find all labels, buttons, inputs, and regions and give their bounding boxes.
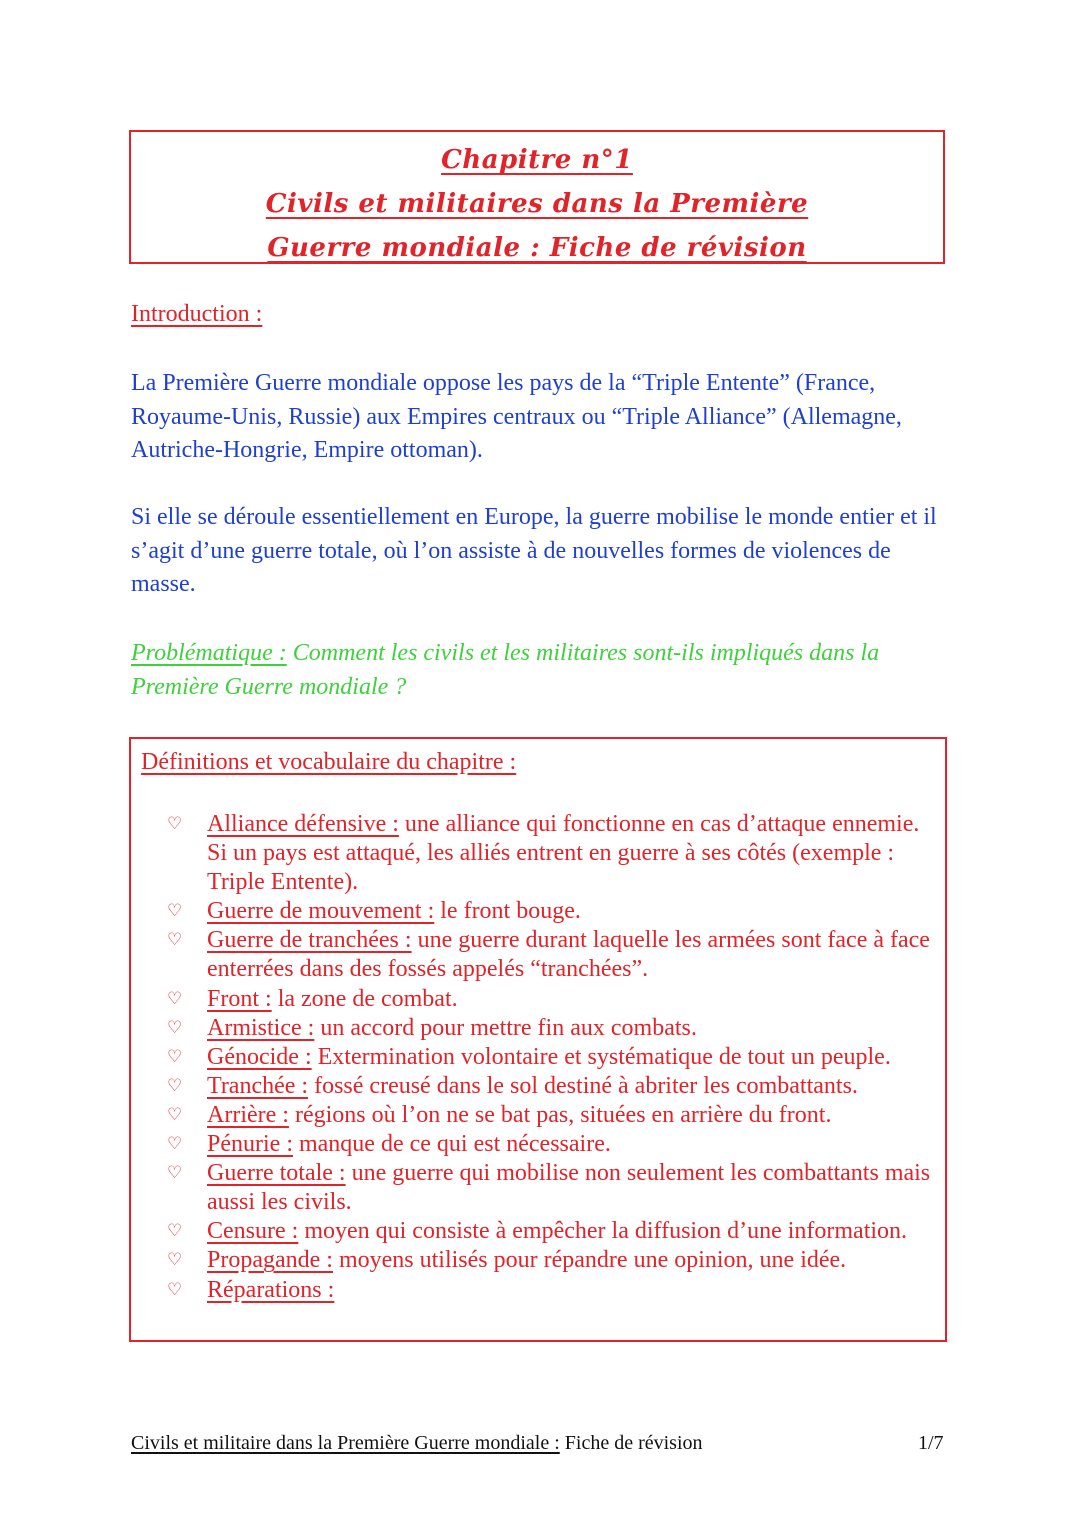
definition-term: Génocide : xyxy=(207,1043,312,1070)
definition-text: moyens utilisés pour répandre une opinion, une idée. xyxy=(332,1247,847,1274)
definitions-list xyxy=(167,810,937,1305)
definition-text: Extermination volontaire et systématique de tout un peuple. xyxy=(311,1043,891,1070)
definition-item xyxy=(167,1043,937,1072)
chapter-number: Chapitre n°1 xyxy=(441,145,633,175)
chapter-title-box xyxy=(129,130,945,264)
definition-text: fossé creusé dans le sol destiné à abriter les combattants. xyxy=(308,1072,858,1099)
heart-icon: ♡ xyxy=(167,1250,183,1271)
definition-text: un accord pour mettre fin aux combats. xyxy=(314,1014,697,1041)
definition-term: Arrière : xyxy=(207,1101,289,1128)
page-number: 1/7 xyxy=(918,1432,944,1454)
heart-icon: ♡ xyxy=(167,1221,183,1242)
definition-term: Armistice : xyxy=(207,1014,315,1041)
page-footer xyxy=(131,1432,703,1455)
definition-text: le front bouge. xyxy=(434,898,581,925)
definition-text: une alliance qui fonctionne en cas d’attaque ennemie. Si un pays est attaqué, les alliés entrent en guerre à ses côtés (exemple : Triple Entente). xyxy=(207,811,920,896)
footer-subtitle: Fiche de révision xyxy=(559,1432,703,1454)
heart-icon: ♡ xyxy=(167,1017,183,1038)
problematique-label: Problématique : xyxy=(131,640,287,666)
definition-item xyxy=(167,1159,937,1217)
definition-text: moyen qui consiste à empêcher la diffusion d’une information. xyxy=(298,1218,908,1245)
definition-text: régions où l’on ne se bat pas, situées en arrière du front. xyxy=(288,1101,832,1128)
definitions-box xyxy=(129,737,947,1342)
definition-term: Propagande : xyxy=(207,1247,333,1274)
heart-icon: ♡ xyxy=(167,1046,183,1067)
heart-icon: ♡ xyxy=(167,814,183,834)
definition-term: Front : xyxy=(207,985,272,1012)
definition-term: Censure : xyxy=(207,1218,299,1245)
definition-item xyxy=(167,1101,937,1130)
definition-item xyxy=(167,1276,937,1305)
definition-item xyxy=(167,810,937,897)
definition-item xyxy=(167,985,937,1014)
heart-icon: ♡ xyxy=(167,1075,183,1096)
chapter-title-line-1: Civils et militaires dans la Première xyxy=(265,189,809,219)
heart-icon: ♡ xyxy=(167,1279,183,1300)
definition-text: manque de ce qui est nécessaire. xyxy=(292,1131,611,1158)
heart-icon: ♡ xyxy=(167,901,183,922)
definitions-heading: Définitions et vocabulaire du chapitre : xyxy=(141,749,517,775)
definition-term: Réparations : xyxy=(207,1276,335,1303)
chapter-title-line-2: Guerre mondiale : Fiche de révision xyxy=(267,233,807,263)
definition-item xyxy=(167,1130,937,1159)
heart-icon: ♡ xyxy=(167,988,183,1009)
heart-icon: ♡ xyxy=(167,1134,183,1155)
definition-item xyxy=(167,897,937,926)
introduction-paragraph-2: Si elle se déroule essentiellement en Europe, la guerre mobilise le monde entier et il s’agit d’une guerre totale, où l’on assiste à de nouvelles formes de violences de masse. xyxy=(131,504,937,597)
heart-icon: ♡ xyxy=(167,930,183,951)
introduction-heading: Introduction : xyxy=(131,301,263,327)
definition-item xyxy=(167,1072,937,1101)
footer-title: Civils et militaire dans la Première Guerre mondiale : xyxy=(131,1432,560,1454)
definition-term: Pénurie : xyxy=(207,1131,293,1158)
definition-item xyxy=(167,1014,937,1043)
definition-item xyxy=(167,1246,937,1275)
problematique-text: Comment les civils et les militaires sont-ils impliqués dans la Première Guerre mondiale ? xyxy=(131,640,880,700)
definition-term: Alliance défensive : xyxy=(207,811,399,837)
definition-term: Guerre de tranchées : xyxy=(207,927,412,954)
definition-term: Tranchée : xyxy=(207,1072,309,1099)
definition-text: la zone de combat. xyxy=(271,985,458,1012)
definition-item xyxy=(167,926,937,984)
definition-item xyxy=(167,1217,937,1246)
heart-icon: ♡ xyxy=(167,1104,183,1125)
definition-term: Guerre de mouvement : xyxy=(207,898,435,925)
definition-text: une guerre durant laquelle les armées sont face à face enterrées dans des fossés appelés “tranchées”. xyxy=(207,927,930,983)
definition-text: une guerre qui mobilise non seulement les combattants mais aussi les civils. xyxy=(207,1160,931,1216)
introduction-paragraph-1: La Première Guerre mondiale oppose les pays de la “Triple Entente” (France, Royaume-Unis, Russie) aux Empires centraux ou “Triple Alliance” (Allemagne, Autriche-Hongrie, Empire ottoman). xyxy=(131,370,902,463)
heart-icon: ♡ xyxy=(167,1163,183,1184)
definition-term: Guerre totale : xyxy=(207,1160,346,1187)
problematique xyxy=(131,636,961,704)
